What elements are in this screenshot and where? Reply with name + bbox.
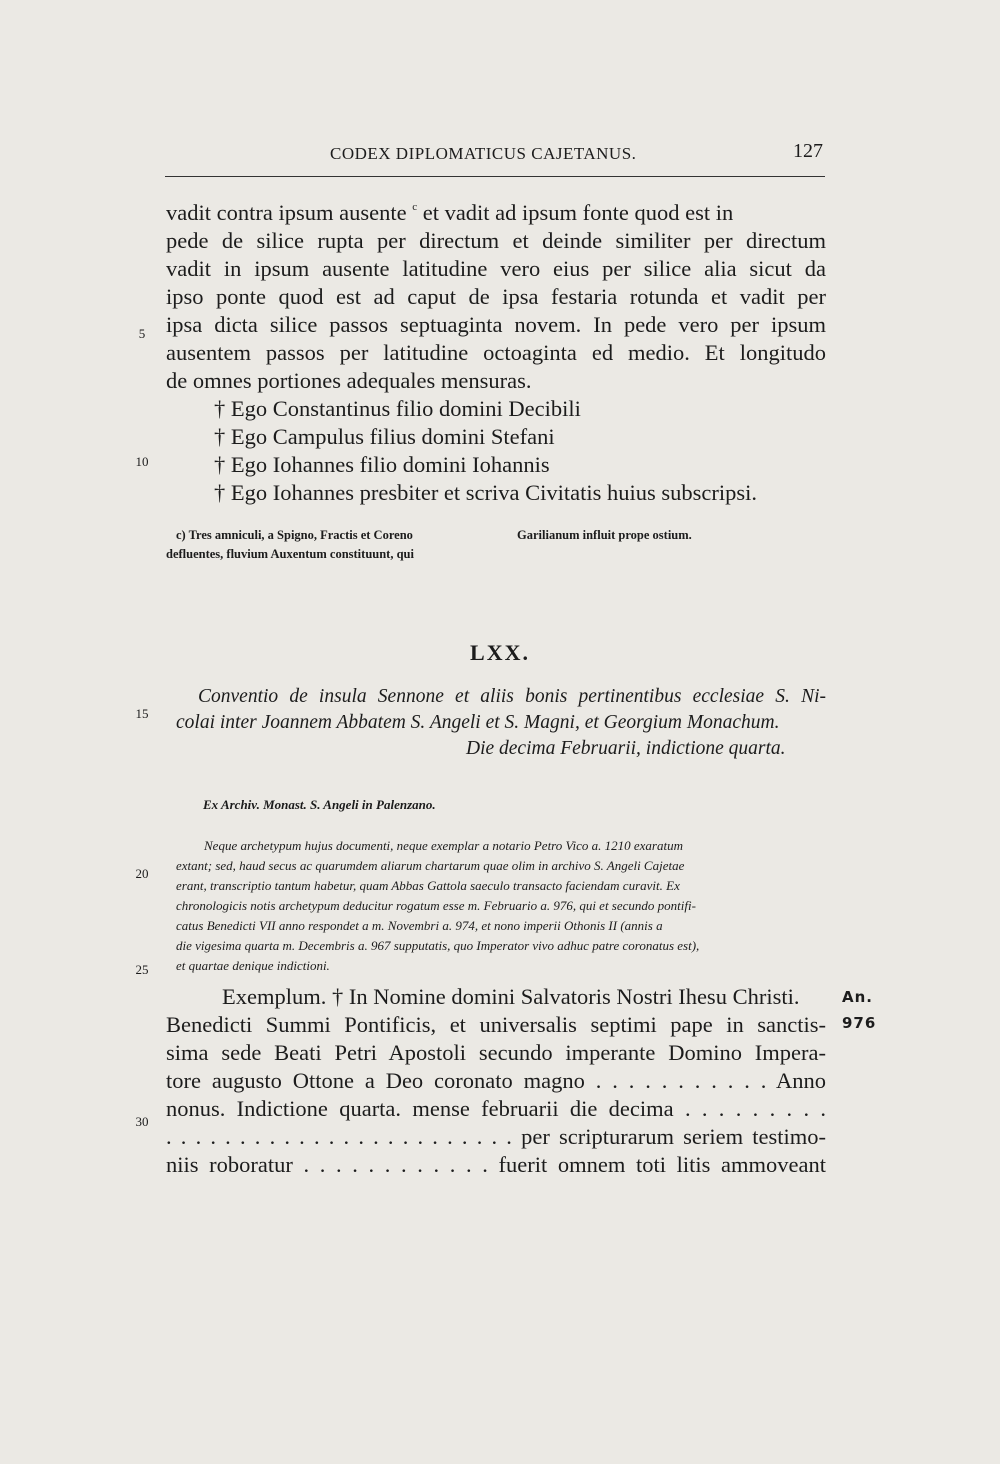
- body-line: vadit in ipsum ausente latitudine vero eius per silice alia sicut da: [166, 256, 826, 281]
- body-line: pede de silice rupta per directum et deinde similiter per directum: [166, 228, 826, 253]
- footnote-left-line: defluentes, fluvium Auxentum constituunt, qui: [166, 547, 414, 561]
- text-line: Benedicti Summi Pontificis, et universalis septimi pape in sanctis-: [166, 1012, 826, 1037]
- header-rule: [165, 176, 825, 177]
- margin-year: 976: [842, 1014, 877, 1032]
- body-line: ausentem passos per latitudine octoaginta ed medio. Et longitudo: [166, 340, 826, 365]
- line-number: 10: [135, 454, 149, 469]
- regest-line: Conventio de insula Sennone et aliis bonis pertinentibus ecclesiae S. Ni-: [198, 686, 826, 707]
- note-line: extant; sed, haud secus ac quarumdem aliarum chartarum quae olim in archivo S. Angeli Cajetae: [176, 858, 685, 873]
- regest-line: colai inter Joannem Abbatem S. Angeli et S. Magni, et Georgium Monachum.: [176, 712, 780, 733]
- note-line: et quartae denique indictioni.: [176, 958, 330, 973]
- footnote-marker: c: [412, 201, 418, 213]
- text-line: Exemplum. † In Nomine domini Salvatoris Nostri Ihesu Christi.: [222, 984, 800, 1009]
- signature-line: † Ego Campulus filius domini Stefani: [214, 424, 555, 449]
- body-line: de omnes portiones adequales mensuras.: [166, 368, 532, 393]
- line-number: 20: [135, 866, 149, 881]
- body-line: [166, 200, 826, 226]
- line-number: 30: [135, 1114, 149, 1129]
- archive-source: Ex Archiv. Monast. S. Angeli in Palenzano.: [203, 797, 436, 812]
- line-number: 15: [135, 706, 149, 721]
- line-number: 5: [138, 326, 146, 341]
- signature-line: † Ego Constantinus filio domini Decibili: [214, 396, 581, 421]
- text-line: sima sede Beati Petri Apostoli secundo imperante Domino Impera-: [166, 1040, 826, 1065]
- body-line: ipsa dicta silice passos septuaginta novem. In pede vero per ipsum: [166, 312, 826, 337]
- signature-line: † Ego Iohannes presbiter et scriva Civitatis huius subscripsi.: [214, 480, 758, 505]
- footnote-right-line: Garilianum influit prope ostium.: [517, 528, 692, 542]
- running-title: CODEX DIPLOMATICUS CAJETANUS.: [330, 144, 637, 163]
- body-line: ipso ponte quod est ad caput de ipsa festaria rotunda et vadit per: [166, 284, 826, 309]
- regest-date: Die decima Februarii, indictione quarta.: [466, 738, 786, 759]
- text-line: nonus. Indictione quarta. mense februarii die decima . . . . . . . . .: [166, 1096, 826, 1121]
- note-line: Neque archetypum hujus documenti, neque exemplar a notario Petro Vico a. 1210 exaratum: [204, 838, 683, 853]
- text-line: niis roboratur . . . . . . . . . . . . fuerit omnem toti litis ammoveant: [166, 1152, 826, 1177]
- text-line: tore augusto Ottone a Deo coronato magno . . . . . . . . . . . Anno: [166, 1068, 826, 1093]
- page-header: [165, 140, 825, 176]
- margin-year-label: An.: [842, 988, 873, 1006]
- signature-line: † Ego Iohannes filio domini Iohannis: [214, 452, 550, 477]
- note-line: catus Benedicti VII anno respondet a m. Novembri a. 974, et nono imperii Othonis II (annis a: [176, 918, 663, 933]
- line-number: 25: [135, 962, 149, 977]
- note-line: chronologicis notis archetypum deducitur rogatum esse m. Februario a. 976, qui et secundo pontifi-: [176, 898, 696, 913]
- page-number: 127: [793, 140, 823, 162]
- footnote-left-line: c) Tres amniculi, a Spigno, Fractis et Coreno: [176, 528, 413, 542]
- body-line-end: et vadit ad ipsum fonte quod est in: [422, 200, 734, 225]
- note-line: die vigesima quarta m. Decembris a. 967 supputatis, quo Imperator vivo adhuc patre coronatus est),: [176, 938, 700, 953]
- body-line-start: vadit contra ipsum ausente: [166, 200, 407, 225]
- note-line: erant, transcriptio tantum habetur, quam Abbas Gattola saeculo transacto faciendam curavit. Ex: [176, 878, 680, 893]
- text-line: . . . . . . . . . . . . . . . . . . . . . . . . per scripturarum seriem testimo-: [166, 1124, 826, 1149]
- section-number: LXX.: [470, 640, 530, 665]
